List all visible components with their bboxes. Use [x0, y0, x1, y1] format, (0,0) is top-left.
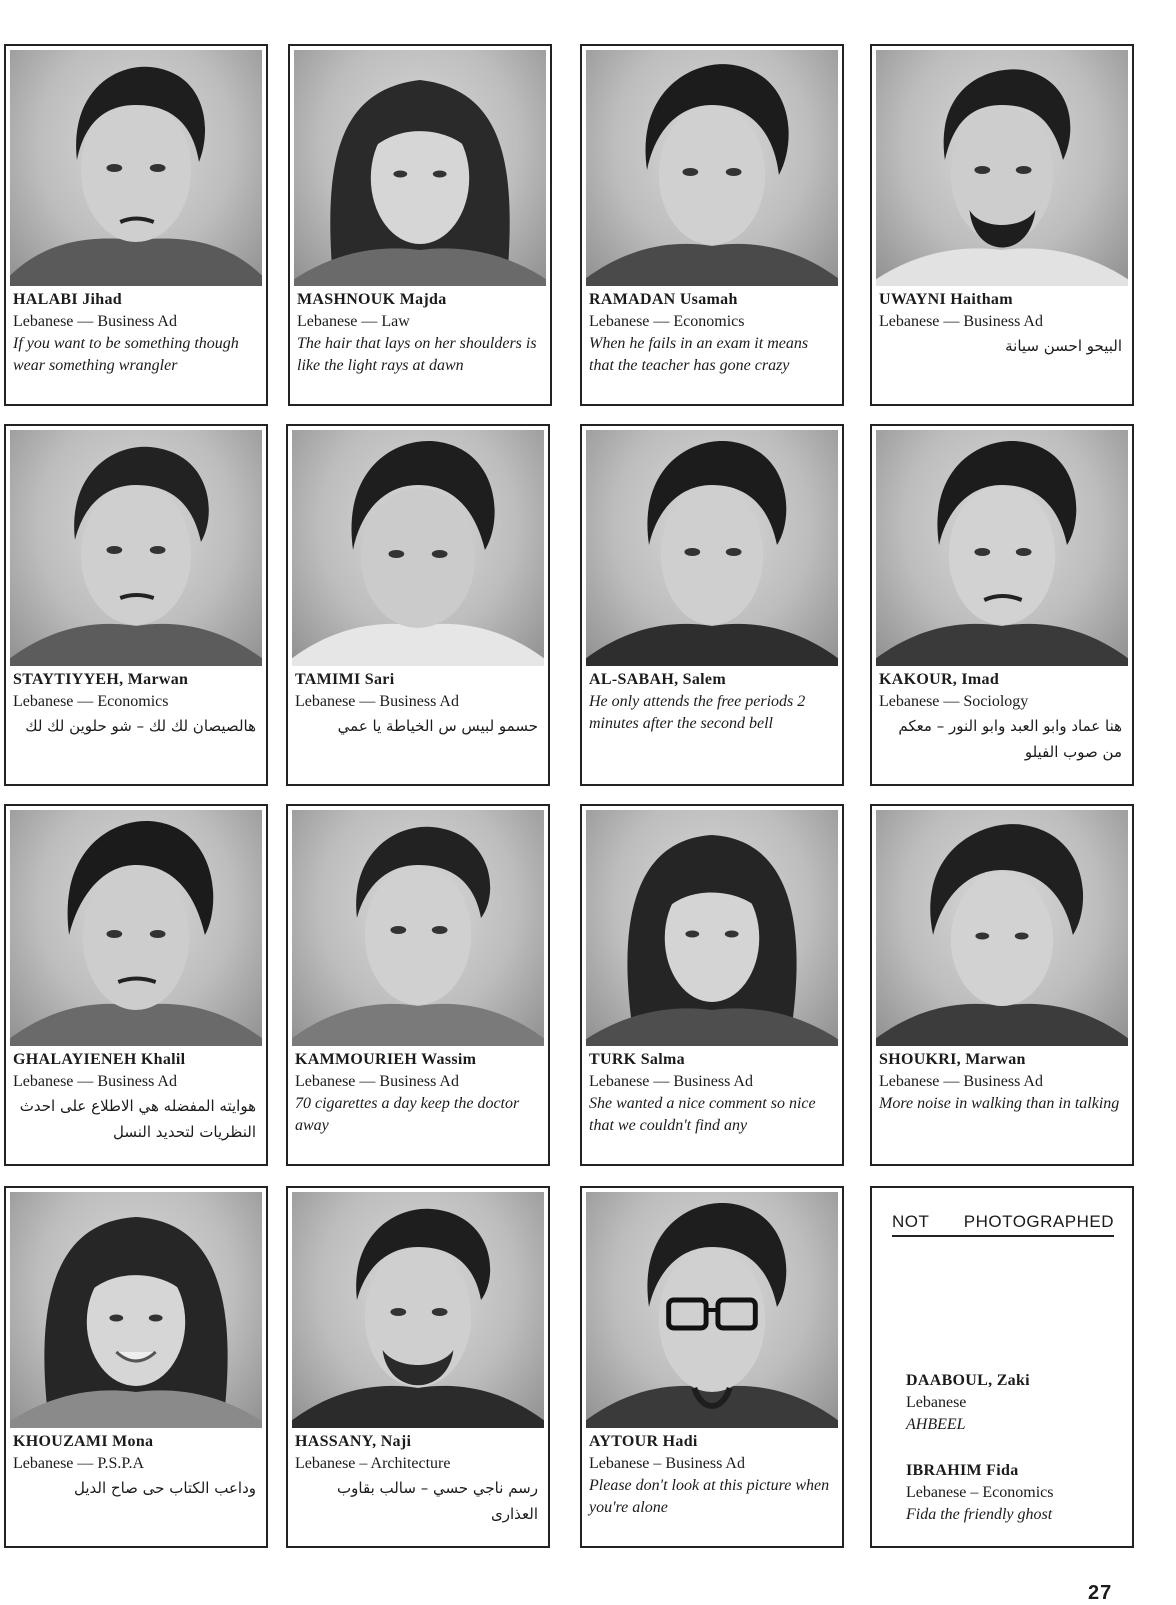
- student-name: AL-SABAH, Salem: [589, 671, 726, 688]
- student-photo: [292, 810, 544, 1046]
- student-arabic-quote: البيحو احسن سيانة: [1005, 337, 1122, 355]
- student-quote: If you want to be something though wear something wrangler: [13, 335, 239, 374]
- not-photographed-heading: NOT PHOTOGRAPHED: [892, 1212, 1114, 1237]
- student-name: MASHNOUK Majda: [297, 291, 447, 308]
- student-card: [4, 44, 268, 406]
- student-card: [4, 804, 268, 1166]
- student-name: STAYTIYYEH, Marwan: [13, 671, 189, 688]
- student-name: TURK Salma: [589, 1051, 685, 1068]
- student-photo: [10, 810, 262, 1046]
- student-name: HALABI Jihad: [13, 291, 122, 308]
- student-photo: [292, 430, 544, 666]
- student-program: Lebanese — Business Ad: [879, 1073, 1043, 1090]
- student-quote: More noise in walking than in talking: [879, 1095, 1120, 1112]
- student-program: Lebanese — Business Ad: [295, 1073, 459, 1090]
- student-arabic-quote: هنا عماد وابو العبد وابو النور – معكم من صوب الفيلو: [898, 717, 1122, 761]
- student-quote: Please don't look at this picture when you're alone: [589, 1477, 830, 1516]
- student-photo: [10, 1192, 262, 1428]
- student-card: [286, 424, 550, 786]
- student-card: [4, 424, 268, 786]
- student-program: Lebanese — Business Ad: [295, 693, 459, 710]
- student-card: [580, 424, 844, 786]
- student-quote: The hair that lays on her shoulders is like the light rays at dawn: [297, 335, 537, 374]
- student-name: UWAYNI Haitham: [879, 291, 1013, 308]
- student-arabic-quote: هالصيصان لك لك – شو حلوين لك لك: [25, 717, 256, 735]
- student-program: Lebanese – Business Ad: [589, 1455, 745, 1472]
- student-photo: [10, 50, 262, 286]
- student-name: GHALAYIENEH Khalil: [13, 1051, 186, 1068]
- student-quote: When he fails in an exam it means that the teacher has gone crazy: [589, 335, 809, 374]
- student-program: Lebanese — Business Ad: [13, 313, 177, 330]
- student-arabic-quote: وداعب الكتاب حى صاح الديل: [74, 1479, 256, 1497]
- student-card: [870, 44, 1134, 406]
- student-card: [870, 804, 1134, 1166]
- student-quote: He only attends the free periods 2 minutes after the second bell: [589, 693, 806, 732]
- not-photographed-panel: [870, 1186, 1134, 1548]
- student-card: [580, 1186, 844, 1548]
- student-arabic-quote: رسم ناجي حسي – سالب بقاوب العذارى: [337, 1479, 538, 1523]
- student-name: KAKOUR, Imad: [879, 671, 1000, 688]
- page-number: 27: [1088, 1582, 1113, 1604]
- student-program: Lebanese — P.S.P.A: [13, 1455, 145, 1472]
- not-photographed-entry: DAABOUL, Zaki Lebanese AHBEEL: [906, 1372, 1030, 1433]
- student-program: Lebanese — Sociology: [879, 693, 1029, 710]
- student-program: Lebanese — Business Ad: [589, 1073, 753, 1090]
- student-photo: [292, 1192, 544, 1428]
- student-name: RAMADAN Usamah: [589, 291, 738, 308]
- student-name: AYTOUR Hadi: [589, 1433, 698, 1450]
- student-name: HASSANY, Naji: [295, 1433, 412, 1450]
- not-photographed-entry: IBRAHIM Fida Lebanese – Economics Fida the friendly ghost: [906, 1462, 1054, 1523]
- student-photo: [586, 810, 838, 1046]
- student-photo: [10, 430, 262, 666]
- student-name: KHOUZAMI Mona: [13, 1433, 154, 1450]
- student-card: [286, 804, 550, 1166]
- student-program: Lebanese — Economics: [589, 313, 745, 330]
- student-name: KAMMOURIEH Wassim: [295, 1051, 477, 1068]
- student-photo: [876, 810, 1128, 1046]
- student-program: Lebanese — Economics: [13, 693, 169, 710]
- student-photo: [586, 430, 838, 666]
- student-card: [288, 44, 552, 406]
- student-photo: [876, 430, 1128, 666]
- student-arabic-quote: هوايته المفضله هي الاطلاع على احدث النظريات لتحديد النسل: [19, 1097, 256, 1141]
- student-photo: [876, 50, 1128, 286]
- student-card: [286, 1186, 550, 1548]
- student-card: [580, 44, 844, 406]
- student-photo: [586, 50, 838, 286]
- student-program: Lebanese — Law: [297, 313, 410, 330]
- student-photo: [294, 50, 546, 286]
- student-card: [4, 1186, 268, 1548]
- student-quote: She wanted a nice comment so nice that we couldn't find any: [589, 1095, 816, 1134]
- student-name: TAMIMI Sari: [295, 671, 395, 688]
- student-name: SHOUKRI, Marwan: [879, 1051, 1026, 1068]
- student-program: Lebanese — Business Ad: [879, 313, 1043, 330]
- student-program: Lebanese – Architecture: [295, 1455, 451, 1472]
- student-card: [870, 424, 1134, 786]
- student-program: Lebanese — Business Ad: [13, 1073, 177, 1090]
- student-photo: [586, 1192, 838, 1428]
- student-quote: 70 cigarettes a day keep the doctor away: [295, 1095, 520, 1134]
- student-card: [580, 804, 844, 1166]
- student-arabic-quote: حسمو لبيس س الخياطة يا عمي: [337, 717, 538, 735]
